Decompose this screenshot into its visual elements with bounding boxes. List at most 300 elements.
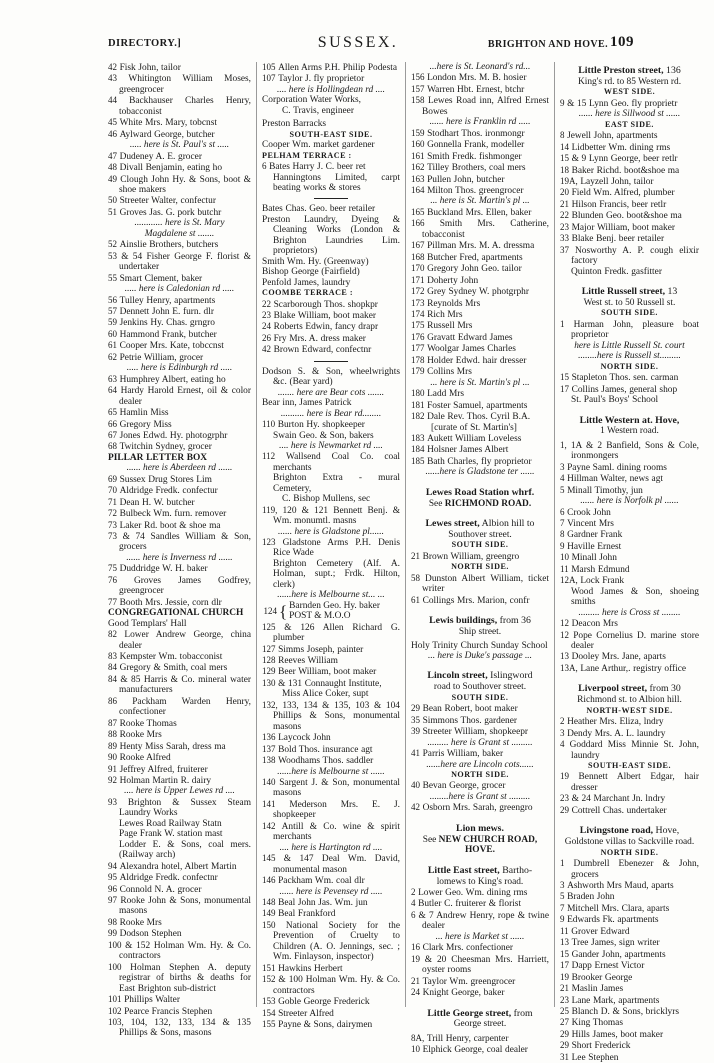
directory-entry (560, 651, 699, 662)
directory-entry (560, 926, 699, 937)
directory-entry (411, 84, 549, 95)
entry-text: Beal John Jas. Wm. jun (278, 897, 368, 908)
directory-entry: Preston Barracks (262, 119, 327, 130)
entry-number: 89 (108, 740, 120, 751)
running-head-left: DIRECTORY.] (108, 38, 182, 49)
vertical-spacer (411, 814, 549, 820)
see-also-prefix: See (422, 834, 439, 845)
directory-entry (560, 210, 699, 221)
entry-text: National Society for the Prevention of Cruelty to Children (A. O. Jennings, sec. ; Wm. Finlayson, inspector) (273, 920, 400, 963)
side-heading: SOUTH SIDE. (451, 692, 509, 702)
entry-number: 29 (560, 1040, 572, 1051)
entry-number: 41 (411, 748, 423, 759)
directory-entry (108, 407, 251, 418)
directory-entry (560, 716, 699, 727)
entry-number: 10 (411, 1044, 423, 1055)
directory-column-3 (406, 62, 555, 1056)
directory-entry (108, 95, 251, 117)
directory-entry (411, 400, 549, 411)
entry-text: Butcher Fred, apartments (427, 252, 523, 263)
entry-text: Dudeney A. E. grocer (119, 151, 202, 162)
entry-text: & 152 Holman Wm. Hy. & Co. contractors (119, 940, 251, 962)
entry-number: 82 (108, 629, 125, 640)
entry-number: 10 (560, 552, 572, 563)
entry-text: & 20 Cheesman Mrs. Harriett, oyster rooms (422, 954, 549, 976)
section-rule (314, 198, 348, 199)
cross-reference-line: ..... here is Caledonian rd ..... (124, 284, 235, 295)
entry-text: Phillips Walter (124, 995, 180, 1006)
entry-number: 166 (411, 218, 440, 229)
directory-entry (108, 273, 251, 284)
entry-number: 145 (262, 853, 284, 864)
entry-text: Fisk John, tailor (119, 63, 181, 73)
street-heading-tail: from (511, 1007, 533, 1019)
directory-entry (560, 233, 699, 244)
directory-entry (411, 128, 549, 139)
directory-entry (262, 755, 400, 766)
entry-text: Deacon Mrs (571, 619, 618, 630)
directory-entry (411, 726, 549, 737)
entry-number: 8A, (411, 1032, 427, 1043)
running-head (108, 34, 608, 56)
entry-text: & 100 Holman Wm. Hy. & Co. contractors (273, 975, 400, 996)
directory-entry (560, 575, 699, 586)
cross-reference-line: ...here is St. Leonard's rd... (429, 62, 531, 72)
entry-text: Harman John, pleasure boat proprietor (571, 319, 699, 341)
entry-text: POST & M.O.O (289, 611, 351, 622)
directory-entry: St. Paul's Boys' School (571, 395, 659, 406)
entry-number: 9 (560, 914, 568, 925)
directory-entry (560, 1052, 699, 1063)
entry-number: 19A, (560, 175, 581, 186)
directory-entry (108, 385, 251, 407)
entry-number: 14 (560, 141, 572, 152)
entry-text: Warren Hbt. Ernest, btchr (427, 84, 525, 95)
directory-entry (262, 875, 400, 886)
entry-number: 24 (411, 987, 423, 998)
directory-entry (411, 987, 549, 998)
directory-entry (411, 551, 549, 562)
directory-entry (108, 239, 251, 250)
entry-number: 159 (411, 127, 428, 138)
entry-text: Smith Fredk. fishmonger (427, 151, 522, 162)
directory-entry (411, 286, 549, 297)
entry-text: Goddard Miss Minnie St. John, laundry (569, 740, 699, 761)
directory-entry (411, 343, 549, 354)
cross-reference-line: ... here is Duke's passage ... (428, 651, 532, 662)
entry-number: 21 (560, 198, 572, 209)
directory-entry (411, 954, 549, 976)
entry-number: 75 (108, 563, 120, 574)
cross-reference-line: ...... here is Franklin rd ..... (429, 117, 531, 128)
street-heading (560, 66, 699, 77)
entry-text: Bold Thos. insurance agt (278, 744, 373, 755)
directory-entry (108, 662, 251, 673)
entry-text: Holder Edwd. hair dresser (427, 355, 527, 366)
entry-number: 110 (262, 419, 278, 430)
directory-entry (262, 777, 400, 799)
entry-text: Roberts Edwin, fancy drapr (273, 322, 379, 333)
entry-text: Trill Henry, carpenter (426, 1033, 509, 1044)
entry-number: 163 (411, 173, 428, 184)
entry-number: 15 (560, 372, 572, 383)
directory-entry (108, 940, 251, 962)
terrace-heading: PELHAM TERRACE : (262, 150, 352, 160)
see-also-target: NEW CHURCH ROAD, (438, 834, 538, 845)
entry-text: Blake Benj. beer retailer (571, 234, 665, 245)
entry-number: 25 (560, 1005, 572, 1016)
entry-text: Tree James, sign writer (571, 938, 660, 949)
directory-entry (108, 718, 251, 729)
directory-entry (411, 185, 549, 196)
cross-reference-line: .... here is Hartington rd .... (279, 842, 383, 853)
entry-text: Aukett William Loveless (427, 433, 522, 444)
directory-entry (560, 983, 699, 994)
entry-number: 46 (108, 128, 120, 139)
entry-number: 102 (108, 1005, 125, 1016)
directory-entry (411, 263, 549, 274)
entry-text: Dodson Stephen (119, 929, 182, 940)
directory-entry: Swain Geo. & Son, bakers (273, 430, 374, 441)
directory-entry (411, 355, 549, 366)
entry-text: Hills James, boot maker (571, 1029, 664, 1040)
directory-entry (411, 95, 549, 117)
street-heading (411, 671, 549, 682)
entry-text: Woolgar James Charles (427, 344, 516, 355)
directory-entry: Penfold James, laundry (262, 277, 351, 288)
entry-number: 66 (108, 418, 120, 429)
directory-entry (411, 411, 549, 422)
entry-text: Gregory Miss (119, 419, 172, 430)
cross-reference-line: ..... here is St. Paul's st ..... (129, 140, 230, 151)
directory-entry (262, 537, 400, 559)
entry-number: 158 (411, 95, 429, 106)
directory-entry (560, 98, 699, 109)
entry-text: Petrie William, grocer (119, 352, 204, 363)
see-also-prefix: See (428, 498, 445, 509)
entry-text: Taylor J. fly proprietor (278, 74, 365, 85)
street-heading-tail: from 30 (647, 683, 681, 695)
directory-entry (108, 207, 251, 218)
entry-text: Duddridge W. H. baker (119, 564, 208, 575)
entry-number: 138 (262, 755, 279, 766)
entry-text: Bean Robert, boot maker (422, 704, 518, 715)
entry-text: Lower Geo. Wm. dining rms (418, 887, 528, 898)
directory-entry (411, 887, 549, 898)
entry-text: Wallsend Coal Co. coal merchants (273, 452, 400, 473)
street-heading-tail: 136 (663, 65, 681, 76)
directory-entry (108, 329, 251, 340)
directory-entry (411, 573, 549, 595)
directory-entry (262, 73, 400, 84)
entry-number: 161 (411, 150, 428, 161)
side-heading: NORTH-WEST SIDE. (586, 705, 673, 715)
cross-reference-line: ......... here is Cross st ........ (578, 607, 681, 618)
entry-text: Hamlin Miss (119, 408, 169, 419)
entry-text: Parris William, baker (422, 749, 504, 760)
entry-text: Woodhams Thos. saddler (278, 756, 374, 767)
entry-text: Packham Warden Henry, confectioner (119, 696, 251, 718)
directory-column-2 (257, 62, 406, 1030)
directory-entry (262, 419, 400, 430)
entry-text: Burton Hy. shopkeeper (277, 420, 365, 431)
directory-entry (411, 942, 549, 953)
side-heading: SOUTH-EAST SIDE. (289, 129, 373, 139)
entry-text: Doherty John (427, 275, 479, 286)
entry-number: 3 (560, 879, 568, 890)
braced-entry-group (262, 601, 400, 622)
entry-number: 157 (411, 83, 428, 94)
cross-reference-line: ......here is Gladstone ter ...... (425, 467, 535, 478)
directory-entry (262, 1019, 400, 1030)
entry-number: 180 (411, 388, 428, 399)
cross-reference-line: ......here is Melbourne st... ... (277, 590, 385, 601)
entry-number: 19 (560, 771, 579, 782)
entry-text: Aylward George, butcher (119, 129, 215, 140)
directory-entry (411, 240, 549, 251)
entry-text: Hilson Francis, beer retlr (571, 199, 667, 210)
entry-number: 94 (108, 860, 120, 871)
directory-entry (560, 880, 699, 891)
directory-entry (411, 174, 549, 185)
street-subheading: West st. to 50 Russell st. (583, 297, 676, 308)
directory-entry (108, 531, 251, 553)
entry-text: Gardner Frank (567, 530, 623, 541)
entry-number: 128 (262, 655, 279, 666)
entry-number: 58 (411, 572, 426, 583)
entry-text: Minall Timothy, jun (567, 485, 643, 496)
entry-number: 172 (411, 286, 428, 297)
directory-entry: Quinton Fredk. gasfitter (571, 266, 662, 277)
directory-entry (262, 321, 400, 332)
directory-entry (262, 310, 400, 321)
directory-entry (262, 974, 400, 996)
entry-text: Maslin James (571, 984, 624, 995)
entry-number: 50 (108, 195, 120, 206)
see-also-target: HOVE. (465, 845, 495, 856)
entry-number: 8 (560, 130, 568, 141)
entry-number: 153 (262, 996, 279, 1007)
directory-entry: Bishop George (Fairfield) (262, 267, 360, 278)
directory-entry (411, 162, 549, 173)
directory-entry (262, 963, 400, 974)
entry-number: 148 (262, 896, 279, 907)
entry-text: Groves James Godfrey, greengrocer (119, 575, 251, 597)
entry-text: Aldridge Fredk. confectnr (119, 873, 218, 884)
entry-number: 105 (262, 62, 279, 72)
directory-entry (411, 332, 549, 343)
entry-text: & 85 Harris & Co. mineral water manufacturers (119, 674, 251, 696)
see-also-reference (411, 835, 549, 845)
directory-entry (108, 419, 251, 430)
entry-text: Dumbrell Ebenezer & John, grocers (571, 859, 699, 880)
directory-entry: [curate of St. Martin's] (431, 422, 517, 433)
terrace-heading: COOMBE TERRACE : (262, 288, 354, 298)
directory-entry (108, 775, 251, 786)
entry-text: Major William, boot maker (571, 222, 676, 233)
directory-entry: Page Frank W. station mast (119, 829, 223, 840)
directory-entry (411, 1044, 549, 1055)
entry-text: 133, 134 & 135, 103 & 104 Phillips & Sons, monumental masons (273, 700, 400, 732)
entry-text: Bath Charles, fly proprietor (427, 456, 532, 467)
directory-entry (560, 153, 699, 164)
entry-number: 70 (108, 485, 120, 496)
entry-number: 9 (560, 540, 568, 551)
entry-number: 13 (560, 651, 572, 662)
directory-entry (108, 317, 251, 328)
entry-number: 164 (411, 184, 428, 195)
cross-reference-line: .... here is Hollingdean rd .... (277, 84, 385, 95)
entry-text: Clough John Hy. & Sons, boot & shoe makers (119, 174, 251, 195)
entry-number: 91 (108, 763, 120, 774)
entry-number: 18 (560, 164, 572, 175)
entry-text: Gravatt Edward James (427, 332, 513, 343)
entry-text: Packham Wm. coal dlr (278, 876, 365, 887)
entry-number: 27 (560, 1017, 572, 1028)
entry-number: 55 (108, 272, 120, 283)
directory-entry (560, 793, 699, 804)
directory-entry (108, 928, 251, 939)
directory-entry (108, 962, 251, 994)
entry-number: 146 (262, 875, 279, 886)
entry-text: Alexandra hotel, Albert Martin (119, 861, 237, 872)
entry-number: 65 (108, 407, 120, 418)
entry-number: 123 (262, 537, 283, 548)
entry-text: Clark Mrs. confectioner (422, 943, 513, 954)
entry-text: Crook John (567, 507, 611, 518)
directory-entry (262, 996, 400, 1007)
directory-entry (108, 430, 251, 441)
directory-entry (108, 629, 251, 651)
entry-text: Streeter Walter, confectur (119, 196, 216, 207)
street-heading-tail: Albion hill to (479, 518, 535, 530)
directory-entry: Bates Chas. Geo. beer retailer (262, 204, 376, 215)
entry-number: 11 (560, 925, 572, 936)
entry-number: 93 (108, 796, 128, 807)
entry-text: Lewes Road inn, Alfred Ernest Bowes (422, 96, 549, 117)
entry-number: 42 (262, 344, 274, 355)
entry-number: 129 (262, 666, 279, 677)
vertical-spacer (411, 856, 549, 862)
directory-entry (108, 917, 251, 928)
cross-reference-line: ...... here is Gladstone pl...... (278, 526, 384, 537)
entry-text: Gander John, apartments (571, 949, 666, 960)
entry-number: 130 (262, 677, 279, 688)
entry-text: Reeves William (278, 656, 338, 667)
vertical-spacer (560, 816, 699, 822)
entry-text: Blanch D. & Sons, bricklyrs (571, 1006, 680, 1017)
entry-text: London Mrs. M. B. hosier (427, 73, 527, 84)
directory-entry (560, 473, 699, 484)
directory-entry (262, 799, 400, 821)
entry-number: 96 (108, 883, 120, 894)
entry-number: 112 (262, 451, 286, 462)
directory-entry (560, 130, 699, 141)
directory-entry (560, 914, 699, 925)
directory-entry (262, 732, 400, 743)
directory-entry (560, 972, 699, 983)
entry-number: 5 (560, 891, 568, 902)
directory-entry (560, 937, 699, 948)
entry-text: Marsh Edmund (571, 564, 630, 575)
directory-entry (262, 505, 400, 527)
entry-number: 156 (411, 72, 428, 83)
entry-number: 2 (411, 886, 419, 897)
street-name: Little East street, (427, 864, 500, 876)
cross-reference-line: here is Little Russell St. court (574, 340, 685, 351)
entry-text: Short Frederick (571, 1041, 631, 1052)
entry-text: Laker Rd. boot & shoe ma (119, 520, 221, 531)
running-head-center: SUSSEX. (317, 34, 399, 51)
directory-entry (108, 497, 251, 508)
entry-number: 173 (411, 297, 428, 308)
entry-text: Elphick George, coal dealer (422, 1045, 528, 1056)
street-heading (411, 616, 549, 627)
directory-entry (262, 299, 400, 310)
directory-entry: C. Travis, engineer (282, 105, 354, 116)
entry-text: Holsner James Albert (427, 445, 509, 456)
street-heading (411, 1009, 549, 1020)
directory-entry (560, 440, 699, 462)
directory-entry (560, 507, 699, 518)
cross-reference-line: ..... here is Edinburgh rd ..... (126, 363, 233, 374)
entry-number: 150 (262, 919, 286, 930)
entry-text: Whitington William Moses, greengrocer (119, 74, 251, 95)
directory-entry (262, 678, 400, 689)
directory-entry (411, 388, 549, 399)
directory-entry (411, 252, 549, 263)
entry-number: 168 (411, 251, 428, 262)
directory-entry: Hanningtons Limited, carpt beating works & stores (273, 172, 400, 193)
directory-entry (262, 821, 400, 843)
entry-number: 4 (560, 739, 570, 750)
entry-text: Mederson Mrs. E. J. shopkeeper (273, 799, 400, 821)
street-heading-tail: Islingword (487, 670, 533, 682)
directory-entry (262, 451, 400, 473)
directory-entry (411, 433, 549, 444)
entry-number: 2 (560, 716, 568, 727)
entry-text: Minall John (571, 553, 617, 564)
entry-number: 7 (560, 902, 568, 913)
directory-entry (262, 744, 400, 755)
braced-entry-items (289, 601, 400, 622)
vertical-spacer (411, 661, 549, 667)
side-heading: NORTH SIDE. (600, 847, 659, 857)
entry-text: Osborn Mrs. Sarah, greengro (422, 803, 533, 814)
entry-number: 142 (262, 820, 282, 831)
entry-text: Backhauser Charles Henry, tobacconist (119, 96, 251, 117)
directory-entry (108, 195, 251, 206)
entry-text: Jenkins Hy. Chas. grngro (119, 318, 215, 329)
entry-text: Russell Mrs (427, 321, 473, 332)
entry-text: Blake William, boot maker (273, 310, 376, 321)
street-name: Lincoln street, (427, 670, 488, 682)
entry-number: 35 (411, 714, 423, 725)
cross-reference-line: .......... here is Bear rd........ (280, 408, 382, 419)
directory-entry (560, 372, 699, 383)
directory-entry (560, 142, 699, 153)
cross-reference-line: ........here is Grant st ......... (429, 791, 531, 802)
entry-number: 71 (108, 496, 120, 507)
street-heading (560, 287, 699, 298)
directory-entry (411, 151, 549, 162)
directory-entry (262, 62, 400, 73)
directory-entry (560, 663, 699, 674)
entry-text: Streeter William, shopkeepr (422, 727, 529, 738)
entry-number: 167 (411, 240, 428, 251)
directory-entry (560, 995, 699, 1006)
directory-entry (560, 529, 699, 540)
